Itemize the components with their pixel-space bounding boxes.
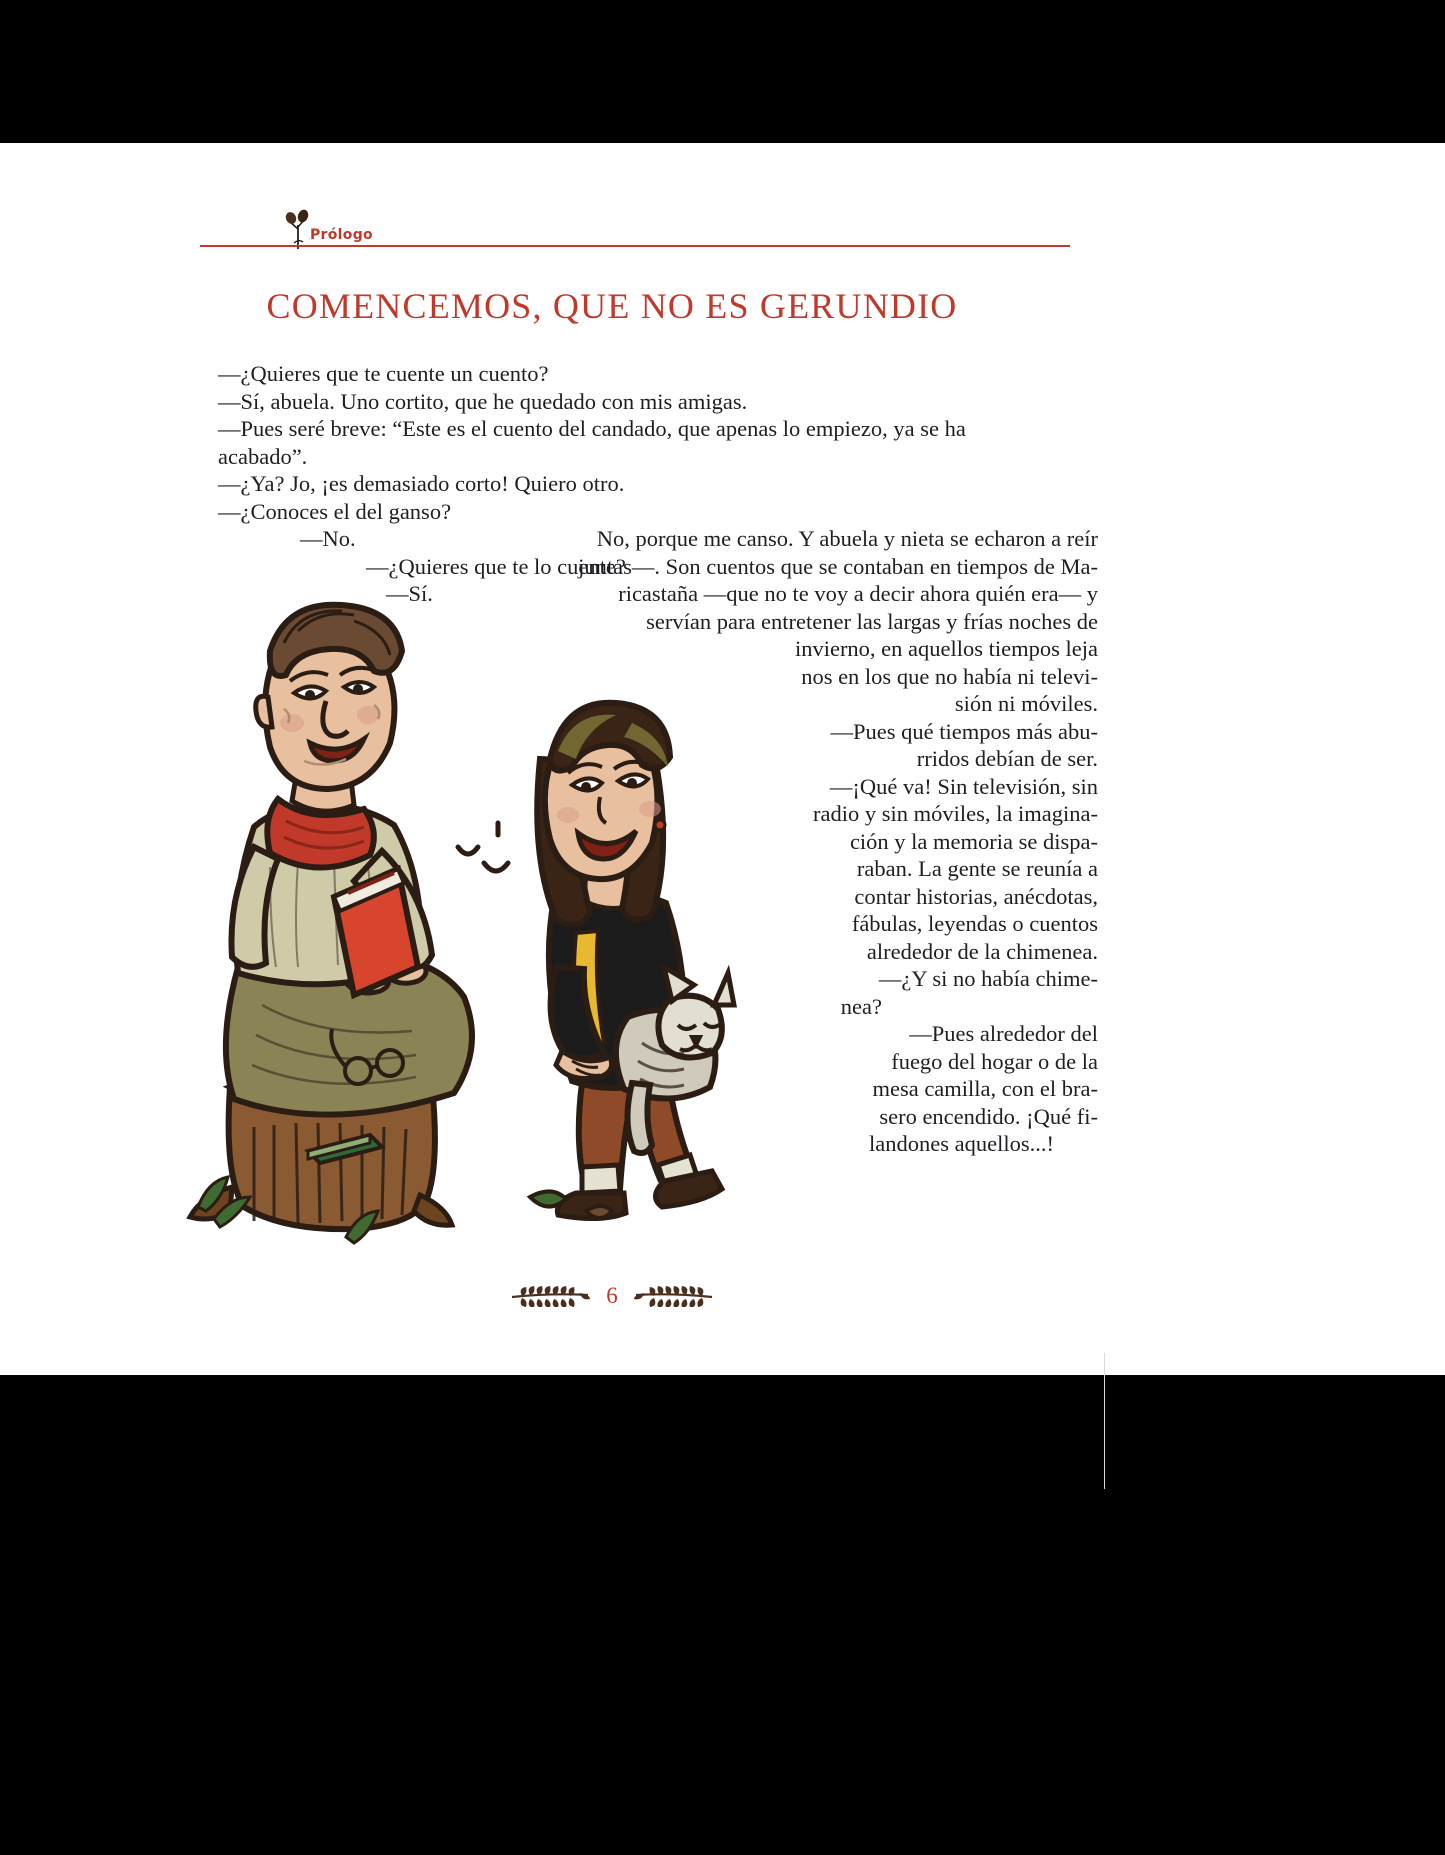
wrapped-line: nos en los que no había ni televi- xyxy=(801,663,1098,689)
wrapped-line: ricastaña —que no te voy a decir ahora quién era— y xyxy=(618,581,1098,606)
wrapped-line: —¿Y si no había chime- xyxy=(878,966,1098,991)
wrapped-line: —Pues qué tiempos más abu- xyxy=(830,718,1098,744)
page-number: 6 xyxy=(606,1283,618,1308)
laurel-branch-icon xyxy=(510,1285,592,1307)
wrapped-line: No, porque me canso. Y abuela y nieta se echaron a reír xyxy=(596,526,1098,551)
wrapped-line: radio y sin móviles, la imagina- xyxy=(813,801,1098,826)
wrapped-line: mesa camilla, con el bra- xyxy=(872,1076,1098,1101)
page-canvas xyxy=(0,143,1445,1375)
dialogue-line: —¿Conoces el del ganso? xyxy=(218,498,452,524)
page-footer xyxy=(118,1283,1106,1309)
wrapped-line: juntas—. Son cuentos que se contaban en tiempos de Ma- xyxy=(578,553,1098,579)
wrapped-line: contar historias, anécdotas, xyxy=(854,883,1098,909)
wrapped-line: sero encendido. ¡Qué fi- xyxy=(879,1103,1098,1129)
wrapped-line: fábulas, leyendas o cuentos xyxy=(851,911,1098,936)
wrapped-line: sión ni móviles. xyxy=(954,691,1098,716)
wrapped-line: servían para entretener las largas y frías noches de xyxy=(646,608,1098,634)
wrapped-line: raban. La gente se reunía a xyxy=(856,856,1098,881)
wrapped-line: —¡Qué va! Sin televisión, sin xyxy=(829,773,1098,799)
wrapped-line: invierno, en aquellos tiempos leja xyxy=(794,636,1098,661)
grandmother-and-granddaughter-illustration xyxy=(158,547,778,1247)
dialogue-line: acabado”. xyxy=(218,443,308,469)
wrapped-line: ción y la memoria se dispa- xyxy=(849,828,1098,854)
dialogue-line: —Sí, abuela. Uno cortito, que he quedado con mis amigas. xyxy=(218,388,748,414)
chapter-title: COMENCEMOS, QUE NO ES GERUNDIO xyxy=(266,286,958,326)
running-head-label: Prólogo xyxy=(310,227,373,243)
book-page xyxy=(118,195,1106,1353)
laurel-branch-icon xyxy=(632,1285,714,1307)
dialogue-line: —¿Ya? Jo, ¡es demasiado corto! Quiero otro. xyxy=(218,471,625,496)
wrapped-line: alrededor de la chimenea. xyxy=(866,938,1098,964)
dialogue-line: —¿Quieres que te lo cuente? xyxy=(366,553,626,579)
dialogue-line: —Sí. xyxy=(386,581,433,606)
sprout-icon xyxy=(285,209,311,249)
wrapped-line: —Pues alrededor del xyxy=(909,1021,1098,1046)
dialogue-line: —¿Quieres que te cuente un cuento? xyxy=(218,361,549,386)
wrapped-line: landones aquellos...! xyxy=(869,1131,1054,1156)
wrapped-line: fuego del hogar o de la xyxy=(891,1048,1098,1074)
running-head xyxy=(200,195,1070,253)
running-head-rule xyxy=(200,245,1070,247)
dialogue-line: —No. xyxy=(300,526,356,551)
wrapped-line: nea? xyxy=(840,993,882,1019)
wrapped-line: rridos debían de ser. xyxy=(916,746,1098,771)
dialogue-line: —Pues seré breve: “Este es el cuento del candado, que apenas lo empiezo, ya se ha xyxy=(218,416,966,441)
